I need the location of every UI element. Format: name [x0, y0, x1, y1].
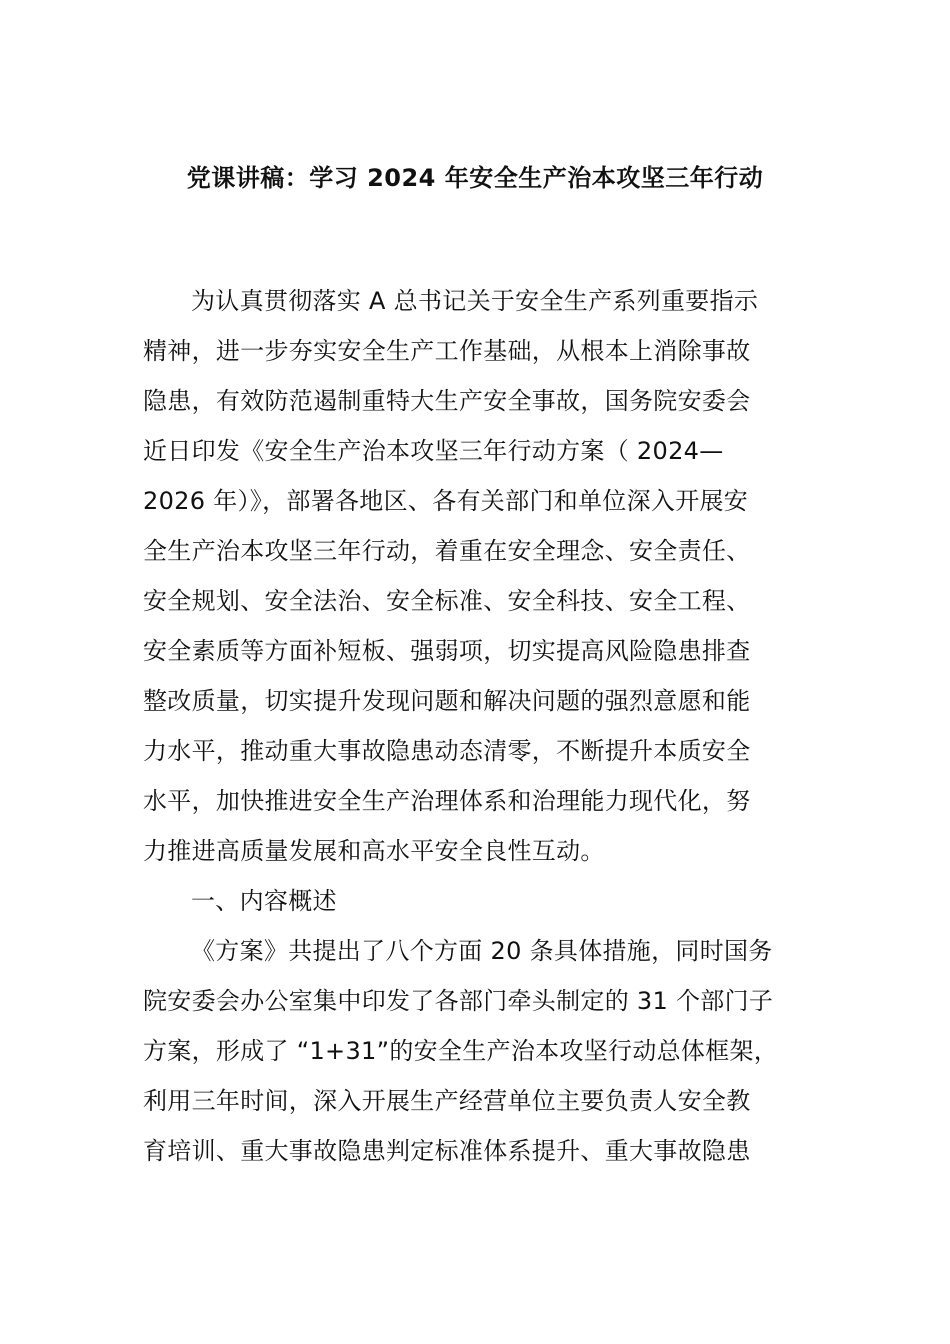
- paragraph-line: 2026 年）》，部署各地区、各有关部门和单位深入开展安: [143, 487, 749, 515]
- paragraph-line: 水平，加快推进安全生产治理体系和治理能力现代化，努: [143, 787, 751, 815]
- document-body: [143, 276, 823, 1176]
- document-title: 党课讲稿：学习 2024 年安全生产治本攻坚三年行动: [186, 164, 764, 192]
- paragraph-line: 全生产治本攻坚三年行动，着重在安全理念、安全责任、: [143, 537, 751, 565]
- paragraph-line: 院安委会办公室集中印发了各部门牵头制定的 31 个部门子: [143, 987, 774, 1015]
- paragraph-line: 精神，进一步夯实安全生产工作基础，从根本上消除事故: [143, 337, 751, 365]
- paragraph-line: 安全素质等方面补短板、强弱项，切实提高风险隐患排查: [143, 637, 751, 665]
- paragraph-line: 利用三年时间，深入开展生产经营单位主要负责人安全教: [143, 1087, 751, 1115]
- paragraph-line: 力水平，推动重大事故隐患动态清零，不断提升本质安全: [143, 737, 751, 765]
- section-heading: 一、内容概述: [191, 887, 337, 915]
- paragraph-line: 近日印发《安全生产治本攻坚三年行动方案（ 2024—: [143, 437, 724, 465]
- paragraph-line: 方案，形成了 “1+31”的安全生产治本攻坚行动总体框架，: [143, 1037, 779, 1065]
- paragraph-line: 为认真贯彻落实 A 总书记关于安全生产系列重要指示: [191, 287, 759, 315]
- paragraph-line: 《方案》共提出了八个方面 20 条具体措施，同时国务: [191, 937, 773, 965]
- paragraph-line: 隐患，有效防范遏制重特大生产安全事故，国务院安委会: [143, 387, 751, 415]
- paragraph-line: 力推进高质量发展和高水平安全良性互动。: [143, 837, 605, 865]
- paragraph-line: 整改质量，切实提升发现问题和解决问题的强烈意愿和能: [143, 687, 751, 715]
- paragraph-line: 安全规划、安全法治、安全标准、安全科技、安全工程、: [143, 587, 751, 615]
- paragraph-line: 育培训、重大事故隐患判定标准体系提升、重大事故隐患: [143, 1137, 751, 1165]
